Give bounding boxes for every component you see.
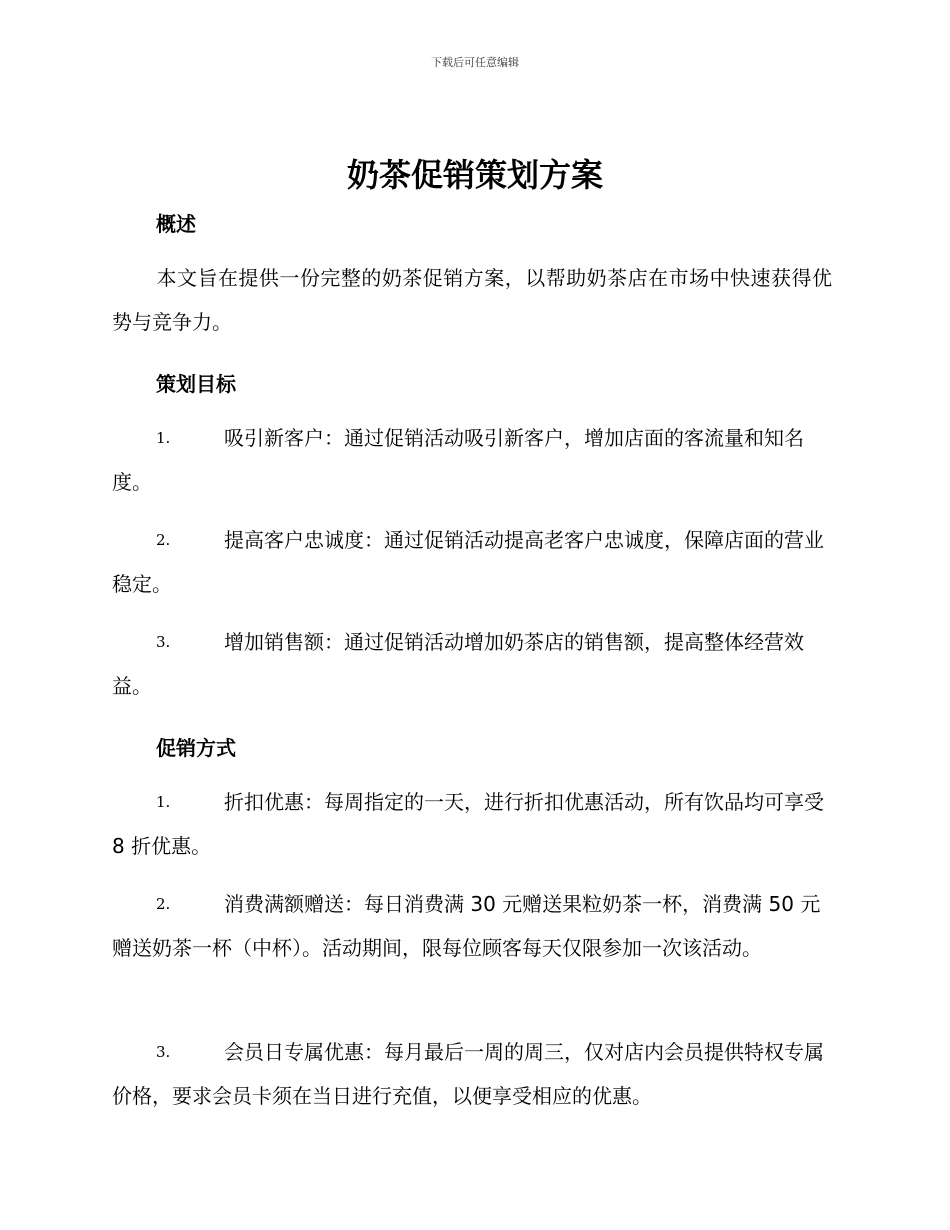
header-note: 下载后可任意编辑 — [431, 56, 519, 69]
method-item-1 — [112, 780, 834, 868]
goals-heading: 策划目标 — [156, 372, 236, 396]
method-item-3 — [112, 1030, 834, 1118]
list-item-text: 增加销售额：通过促销活动增加奶茶店的销售额，提高整体经营效益。 — [112, 630, 804, 698]
list-item-text: 吸引新客户：通过促销活动吸引新客户，增加店面的客流量和知名度。 — [112, 426, 804, 494]
list-item-text: 提高客户忠诚度：通过促销活动提高老客户忠诚度，保障店面的营业稳定。 — [112, 528, 824, 596]
list-number: 3. — [156, 633, 171, 651]
goal-item-2 — [112, 518, 834, 606]
methods-heading: 促销方式 — [156, 736, 236, 760]
list-number: 2. — [156, 531, 171, 549]
goal-item-1 — [112, 416, 834, 504]
overview-text: 本文旨在提供一份完整的奶茶促销方案，以帮助奶茶店在市场中快速获得优势与竞争力。 — [112, 266, 832, 334]
overview-heading: 概述 — [156, 212, 196, 236]
overview-paragraph — [112, 256, 832, 344]
method-item-2 — [112, 882, 834, 970]
list-number: 2. — [156, 895, 171, 913]
list-item-text: 会员日专属优惠：每月最后一周的周三，仅对店内会员提供特权专属价格，要求会员卡须在当日进行充值，以便享受相应的优惠。 — [112, 1040, 824, 1108]
list-item-text: 消费满额赠送：每日消费满 30 元赠送果粒奶茶一杯，消费满 50 元赠送奶茶一杯（中杯）。活动期间，限每位顾客每天仅限参加一次该活动。 — [112, 892, 821, 960]
list-number: 1. — [156, 429, 171, 447]
list-number: 3. — [156, 1043, 171, 1061]
list-item-text: 折扣优惠：每周指定的一天，进行折扣优惠活动，所有饮品均可享受 8 折优惠。 — [112, 790, 824, 858]
page-title: 奶茶促销策划方案 — [346, 156, 603, 194]
list-number: 1. — [156, 793, 171, 811]
goal-item-3 — [112, 620, 834, 708]
